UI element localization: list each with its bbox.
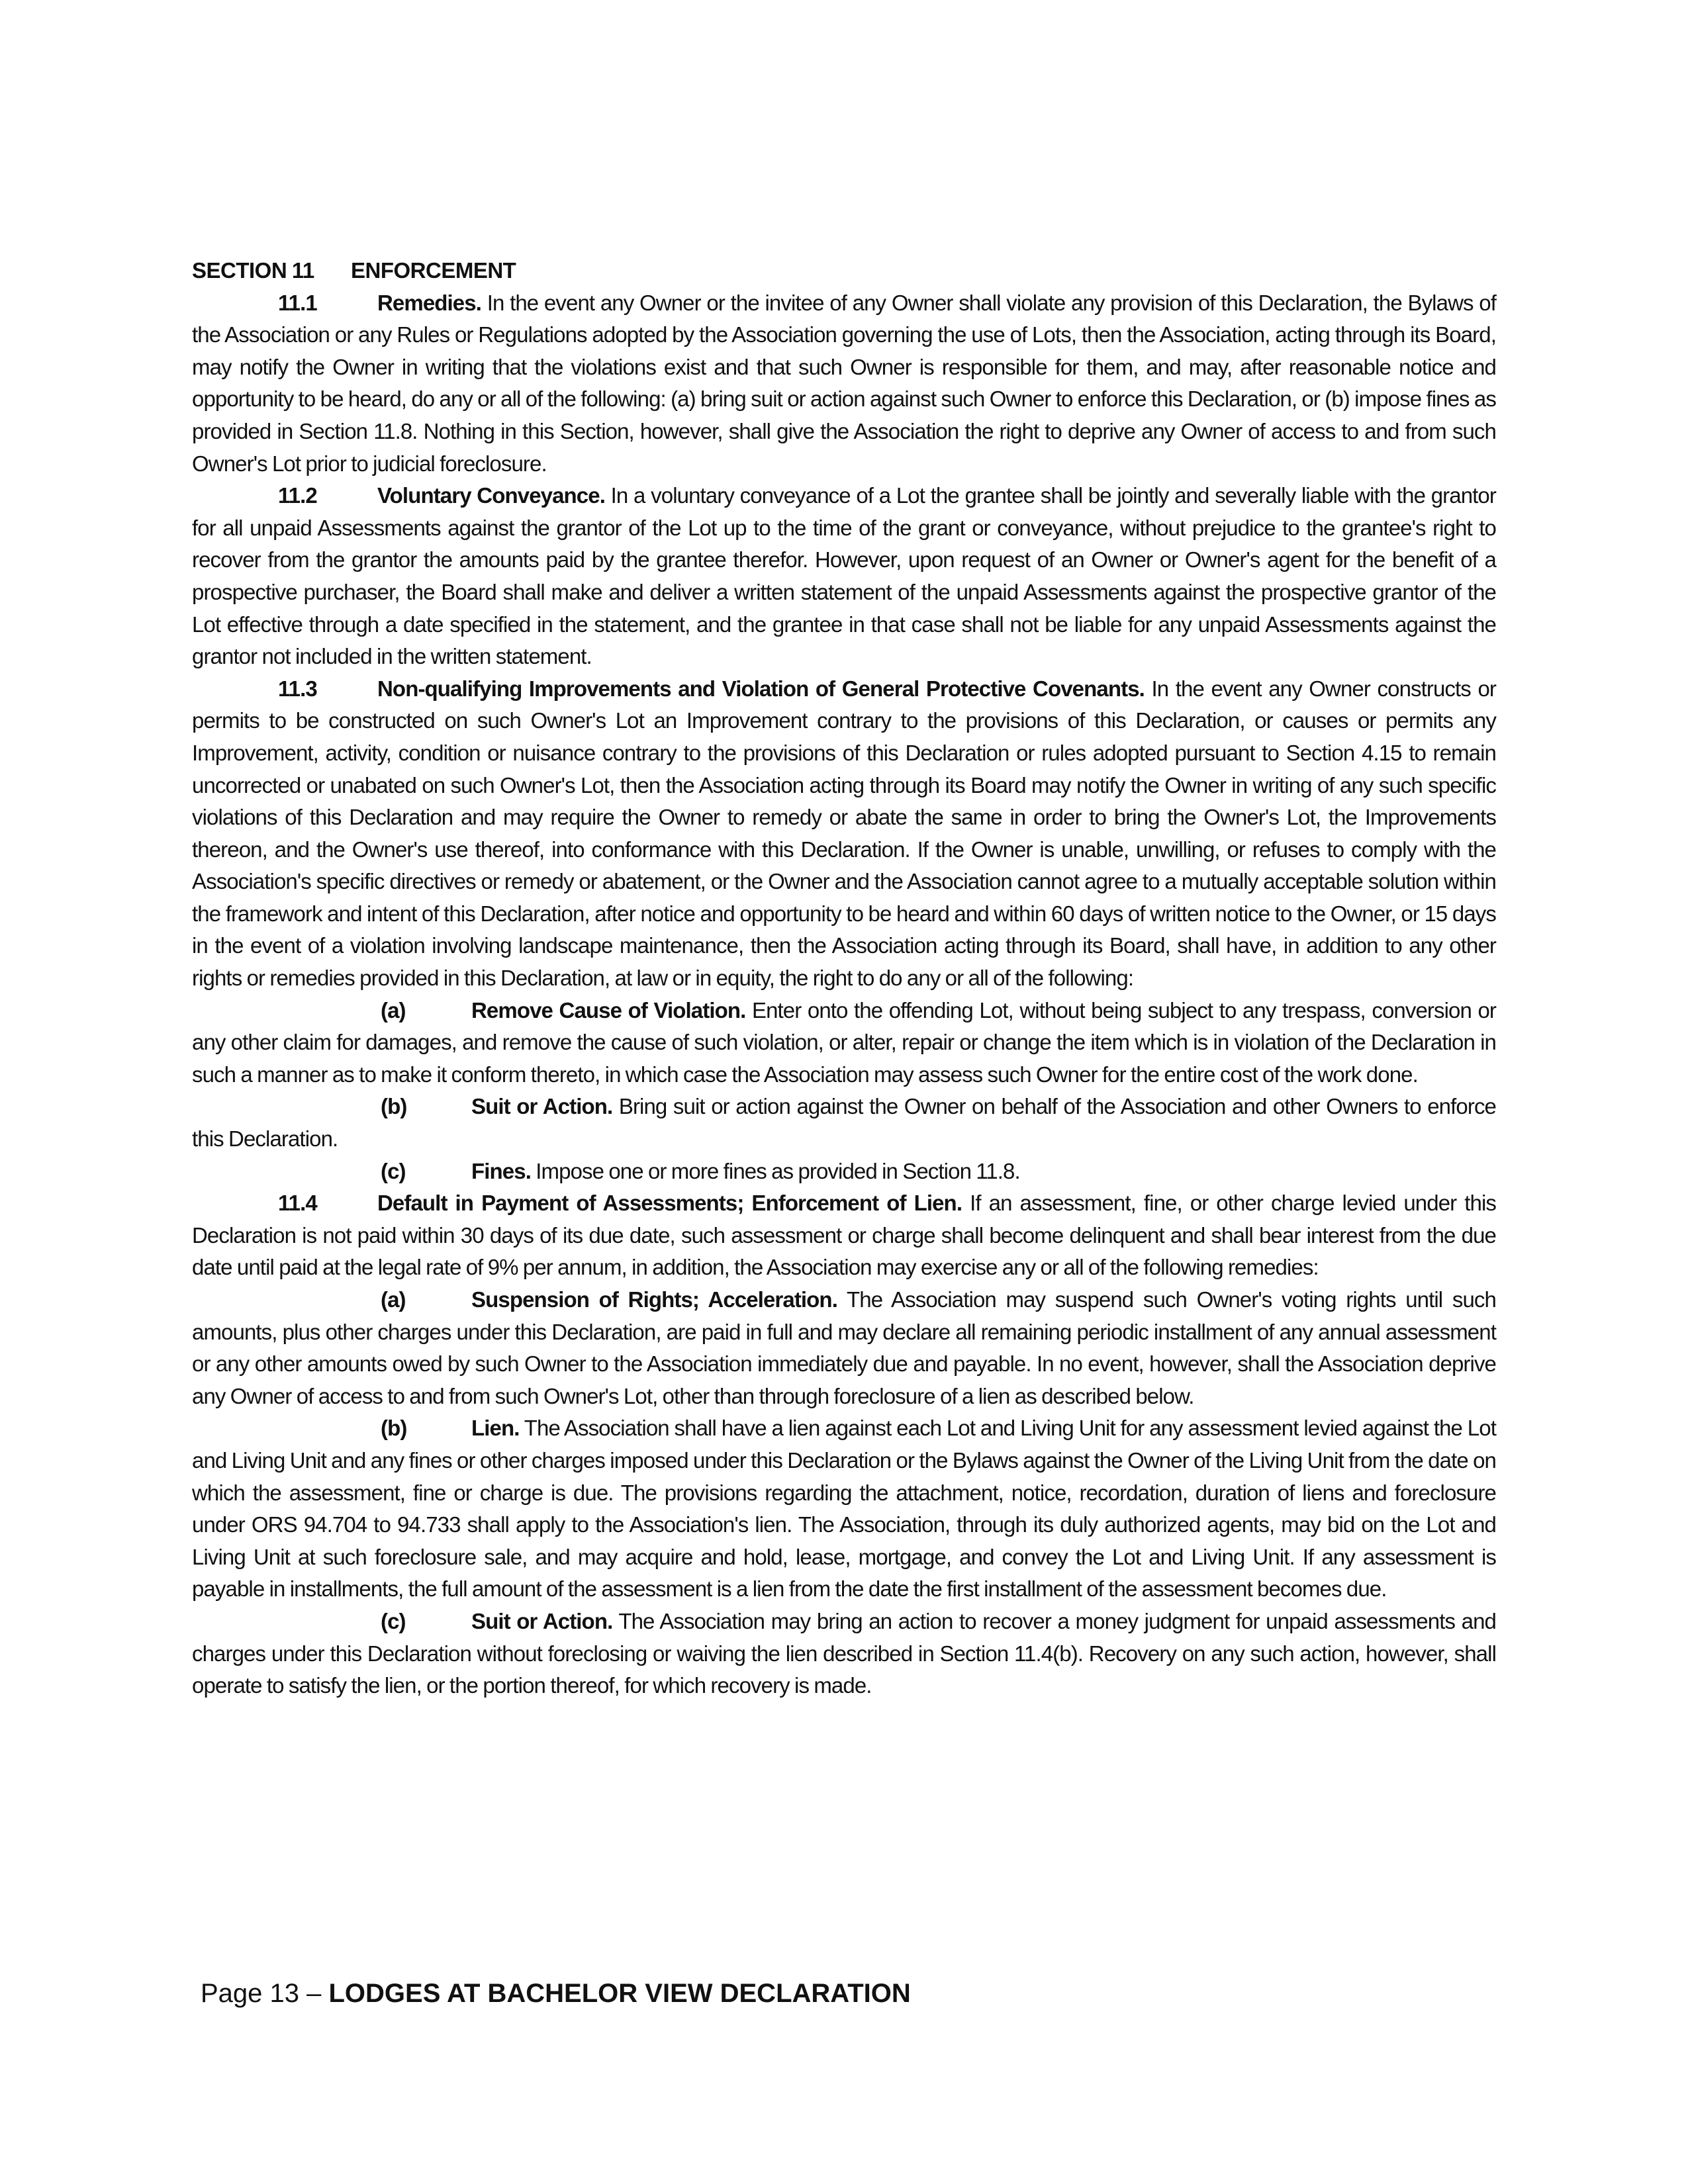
- paragraph-title: Remedies: [377, 290, 476, 315]
- subparagraph-number: (a): [381, 1287, 406, 1312]
- paragraph-text: In the event any Owner constructs or permits to be constructed on such Owner's Lot an Improvement contrary to the provisions of this Declaration, or causes or permits any Improvement, activity, condition or nuisance contrary to the provisions of this Declaration or rules adopted pursuant to Section 4.15 to remain uncorrected or unabated on such Owner's Lot, then the Association acting through its Board may notify the Owner in writing of any such specific violations of this Declaration and may require the Owner to remedy or abate the same in order to bring the Owner's Lot, the Improvements thereon, and the Owner's use thereof, into conformance with this Declaration. If the Owner is unable, unwilling, or refuses to comply with the Association's specific directives or remedy or abatement, or the Owner and the Association cannot agree to a mutually acceptable solution within the framework and intent of this Declaration, after notice and opportunity to be heard and within 60 days of written notice to the Owner, or 15 days in the event of a violation involving landscape maintenance, then the Association acting through its Board, shall have, in addition to any other rights or remedies provided in this Declaration, at law or in equity, the right to do any or all of the following:: [192, 676, 1496, 991]
- subparagraph-text: Enter onto the offending Lot, without being subject to any trespass, conversion or any other claim for damages, and remove the cause of such violation, or alter, repair or change the item which is in violation of the Declaration in such a manner as to make it conform thereto, in which case the Association may assess such Owner for the entire cost of the work done.: [192, 997, 1497, 1087]
- subparagraph-title: Lien: [471, 1416, 514, 1441]
- subparagraph-number: (c): [381, 1158, 406, 1183]
- subparagraph-number: (b): [381, 1094, 407, 1119]
- document-body: [192, 255, 1496, 1702]
- subparagraph-number: (b): [381, 1416, 407, 1441]
- subparagraph-text: The Association shall have a lien against each Lot and Living Unit for any assessment levied against the Lot and Living Unit and any fines or other charges imposed under this Declaration or the Bylaws against the Owner of the Living Unit from the date on which the assessment, fine or charge is due. The provisions regarding the attachment, notice, recordation, duration of liens and foreclosure under ORS 94.704 to 94.733 shall apply to the Association's lien. The Association, through its duly authorized agents, may bid on the Lot and Living Unit at such foreclosure sale, and may acquire and hold, lease, mortgage, and convey the Lot and Living Unit. If any assessment is payable in installments, the full amount of the assessment is a lien from the date the first installment of the assessment becomes due.: [192, 1416, 1496, 1602]
- paragraph-title: Voluntary Conveyance: [377, 483, 600, 508]
- paragraph-11-4: 11.4 Default in Payment of Assessments; Enforcement of Lien. If an assessment, fine, or other charge levied under this Declaration is not paid within 30 days of its due date, such assessment or charge shall become delinquent and shall bear interest from the due date until paid at the legal rate of 9% per annum, in addition, the Association may exercise any or all of the following remedies:: [192, 1187, 1496, 1284]
- paragraph-title: Default in Payment of Assessments; Enforcement of Lien: [377, 1191, 957, 1216]
- subparagraph-title: Suit or Action: [471, 1094, 608, 1119]
- subparagraph-title: Suit or Action: [471, 1608, 608, 1633]
- subparagraph-title: Fines: [471, 1158, 526, 1183]
- paragraph-number: 11.4: [278, 1191, 317, 1216]
- subparagraph-11-3-a: (a) Remove Cause of Violation. Enter onto the offending Lot, without being subject to any trespass, conversion or any other claim for damages, and remove the cause of such violation, or alter, repair or change the item which is in violation of the Declaration in such a manner as to make it conform thereto, in which case the Association may assess such Owner for the entire cost of the work done.: [192, 995, 1496, 1091]
- subparagraph-text: The Association may suspend such Owner's voting rights until such amounts, plus other charges under this Declaration, are paid in full and may declare all remaining periodic installment of any annual assessment or any other amounts owed by such Owner to the Association immediately due and payable. In no event, however, shall the Association deprive any Owner of access to and from such Owner's Lot, other than through foreclosure of a lien as described below.: [192, 1287, 1496, 1408]
- footer-document-title: LODGES AT BACHELOR VIEW DECLARATION: [328, 1979, 911, 2008]
- subparagraph-11-4-b: (b) Lien. The Association shall have a lien against each Lot and Living Unit for any assessment levied against the Lot and Living Unit and any fines or other charges imposed under this Declaration or the Bylaws against the Owner of the Living Unit from the date on which the assessment, fine or charge is due. The provisions regarding the attachment, notice, recordation, duration of liens and foreclosure under ORS 94.704 to 94.733 shall apply to the Association's lien. The Association, through its duly authorized agents, may bid on the Lot and Living Unit at such foreclosure sale, and may acquire and hold, lease, mortgage, and convey the Lot and Living Unit. If any assessment is payable in installments, the full amount of the assessment is a lien from the date the first installment of the assessment becomes due.: [192, 1412, 1496, 1606]
- section-number: SECTION 11: [192, 258, 314, 283]
- subparagraph-title: Suspension of Rights; Acceleration: [471, 1287, 832, 1312]
- page-footer: [201, 1978, 911, 2009]
- paragraph-text: In the event any Owner or the invitee of any Owner shall violate any provision of this Declaration, the Bylaws of the Association or any Rules or Regulations adopted by the Association governing the use of Lots, then the Association, acting through its Board, may notify the Owner in writing that the violations exist and that such Owner is responsible for them, and may, after reasonable notice and opportunity to be heard, do any or all of the following: (a) bring suit or action against such Owner to enforce this Declaration, or (b) impose fines as provided in Section 11.8. Nothing in this Section, however, shall give the Association the right to deprive any Owner of access to and from such Owner's Lot prior to judicial foreclosure.: [192, 290, 1496, 476]
- subparagraph-11-3-b: (b) Suit or Action. Bring suit or action against the Owner on behalf of the Association and other Owners to enforce this Declaration.: [192, 1091, 1496, 1155]
- paragraph-number: 11.2: [278, 483, 317, 508]
- subparagraph-text: The Association may bring an action to recover a money judgment for unpaid assessments and charges under this Declaration without foreclosing or waiving the lien described in Section 11.4(b). Recovery on any such action, however, shall operate to satisfy the lien, or the portion thereof, for which recovery is made.: [192, 1608, 1496, 1698]
- subparagraph-number: (a): [381, 997, 406, 1023]
- subparagraph-11-3-c: (c) Fines. Impose one or more fines as provided in Section 11.8.: [192, 1156, 1496, 1188]
- paragraph-11-2: 11.2 Voluntary Conveyance. In a voluntary conveyance of a Lot the grantee shall be jointly and severally liable with the grantor for all unpaid Assessments against the grantor of the Lot up to the time of the grant or conveyance, without prejudice to the grantee's right to recover from the grantor the amounts paid by the grantee therefor. However, upon request of an Owner or Owner's agent for the benefit of a prospective purchaser, the Board shall make and deliver a written statement of the unpaid Assessments against the prospective grantor of the Lot effective through a date specified in the statement, and the grantee in that case shall not be liable for any unpaid Assessments against the grantor not included in the written statement.: [192, 480, 1496, 673]
- section-heading: [192, 255, 1496, 287]
- paragraph-number: 11.1: [278, 290, 317, 315]
- paragraph-number: 11.3: [278, 676, 317, 701]
- subparagraph-11-4-c: (c) Suit or Action. The Association may bring an action to recover a money judgment for unpaid assessments and charges under this Declaration without foreclosing or waiving the lien described in Section 11.4(b). Recovery on any such action, however, shall operate to satisfy the lien, or the portion thereof, for which recovery is made.: [192, 1606, 1496, 1702]
- footer-page-label: Page 13 –: [201, 1979, 329, 2008]
- subparagraph-text: Impose one or more fines as provided in Section 11.8.: [536, 1158, 1020, 1183]
- subparagraph-11-4-a: (a) Suspension of Rights; Acceleration. The Association may suspend such Owner's voting rights until such amounts, plus other charges under this Declaration, are paid in full and may declare all remaining periodic installment of any annual assessment or any other amounts owed by such Owner to the Association immediately due and payable. In no event, however, shall the Association deprive any Owner of access to and from such Owner's Lot, other than through foreclosure of a lien as described below.: [192, 1284, 1496, 1412]
- subparagraph-number: (c): [381, 1608, 406, 1633]
- paragraph-text: In a voluntary conveyance of a Lot the grantee shall be jointly and severally liable with the grantor for all unpaid Assessments against the grantor of the Lot up to the time of the grant or conveyance, without prejudice to the grantee's right to recover from the grantor the amounts paid by the grantee therefor. However, upon request of an Owner or Owner's agent for the benefit of a prospective purchaser, the Board shall make and deliver a written statement of the unpaid Assessments against the prospective grantor of the Lot effective through a date specified in the statement, and the grantee in that case shall not be liable for any unpaid Assessments against the grantor not included in the written statement.: [192, 483, 1496, 669]
- subparagraph-text: Bring suit or action against the Owner on behalf of the Association and other Owners to enforce this Declaration.: [192, 1094, 1496, 1152]
- paragraph-title: Non-qualifying Improvements and Violation of General Protective Covenants: [377, 676, 1139, 701]
- section-title: ENFORCEMENT: [351, 258, 516, 283]
- paragraph-text: If an assessment, fine, or other charge levied under this Declaration is not paid within 30 days of its due date, such assessment or charge shall become delinquent and shall bear interest from the due date until paid at the legal rate of 9% per annum, in addition, the Association may exercise any or all of the following remedies:: [192, 1191, 1496, 1280]
- subparagraph-title: Remove Cause of Violation: [471, 997, 741, 1023]
- paragraph-11-1: 11.1 Remedies. In the event any Owner or the invitee of any Owner shall violate any provision of this Declaration, the Bylaws of the Association or any Rules or Regulations adopted by the Association governing the use of Lots, then the Association, acting through its Board, may notify the Owner in writing that the violations exist and that such Owner is responsible for them, and may, after reasonable notice and opportunity to be heard, do any or all of the following: (a) bring suit or action against such Owner to enforce this Declaration, or (b) impose fines as provided in Section 11.8. Nothing in this Section, however, shall give the Association the right to deprive any Owner of access to and from such Owner's Lot prior to judicial foreclosure.: [192, 287, 1496, 480]
- paragraph-11-3: 11.3 Non-qualifying Improvements and Violation of General Protective Covenants. In the event any Owner constructs or permits to be constructed on such Owner's Lot an Improvement contrary to the provisions of this Declaration, or causes or permits any Improvement, activity, condition or nuisance contrary to the provisions of this Declaration or rules adopted pursuant to Section 4.15 to remain uncorrected or unabated on such Owner's Lot, then the Association acting through its Board may notify the Owner in writing of any such specific violations of this Declaration and may require the Owner to remedy or abate the same in order to bring the Owner's Lot, the Improvements thereon, and the Owner's use thereof, into conformance with this Declaration. If the Owner is unable, unwilling, or refuses to comply with the Association's specific directives or remedy or abatement, or the Owner and the Association cannot agree to a mutually acceptable solution within the framework and intent of this Declaration, after notice and opportunity to be heard and within 60 days of written notice to the Owner, or 15 days in the event of a violation involving landscape maintenance, then the Association acting through its Board, shall have, in addition to any other rights or remedies provided in this Declaration, at law or in equity, the right to do any or all of the following:: [192, 673, 1496, 995]
